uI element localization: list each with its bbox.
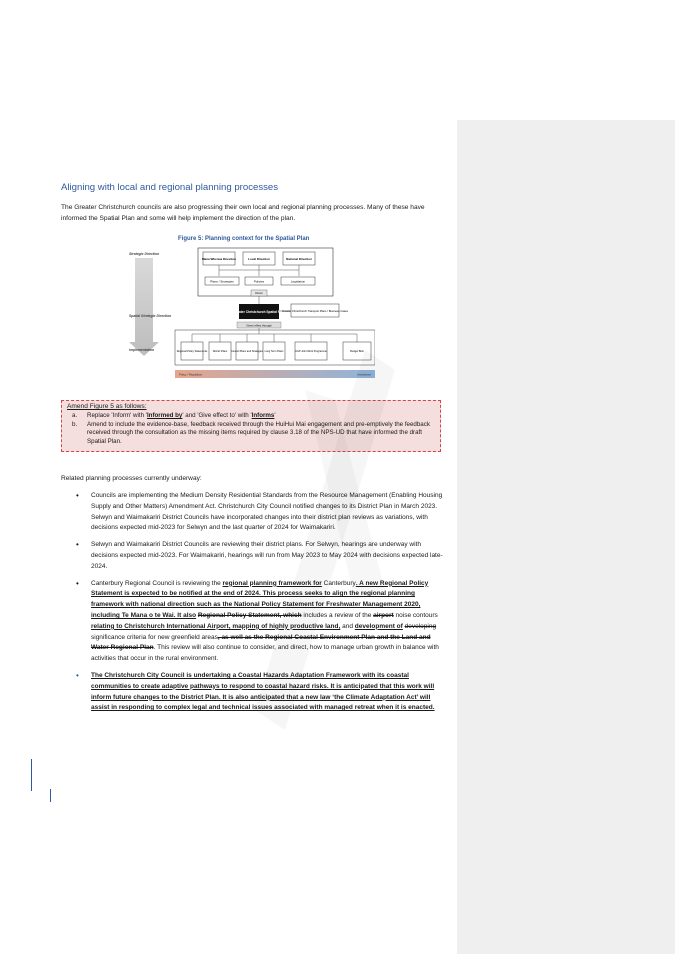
list-item xyxy=(76,671,446,714)
box-district-plans-label: District Plans xyxy=(212,350,228,353)
intro-paragraph: The Greater Christchurch councils are also progressing their own local and regional planning processes. Many of these have informed the Spatial Plan and some will help implement the direction of the plan. xyxy=(61,204,425,222)
amend-b-text: Amend to include the evidence-base, feedback received through the HuiHui Mai engagement and pre-emptively the feedback received through the consultation as the missing items required by clause 3.18 of the NPS-UD that have informed the draft Spatial Plan. xyxy=(87,420,430,445)
amend-a-informs: Informs xyxy=(251,412,275,419)
related-processes-intro: Related planning processes currently underway: xyxy=(61,475,202,482)
change-bar xyxy=(31,759,32,791)
box-plans-strategies-label: Plans / Strategies xyxy=(210,279,234,284)
row-label-strategic: Strategic Direction xyxy=(129,252,160,256)
section-heading: Aligning with local and regional planning processes xyxy=(61,182,279,193)
box-budget-bids-label: Budget Bids xyxy=(350,350,364,353)
b3-text: includes a review of the xyxy=(301,611,374,619)
amend-item-a xyxy=(72,412,432,421)
scale-right-label: Investment xyxy=(357,372,371,377)
box-council-plans-label: Council Plans and Strategies xyxy=(230,350,264,353)
spatial-plan-label: Greater Christchurch Spatial Plan xyxy=(233,310,285,314)
figure-title: Figure 5: Planning context for the Spatial Plan xyxy=(178,236,310,242)
b3-insert: . A new Regional Policy Statement is expected to be notified at the end of 2024. This process seeks to align the regional planning framework with national direction such as the National Policy Statement for Freshwater Management 2020, including Te Mana o te Wai. It also xyxy=(91,579,429,619)
list-item: • Councils are implementing the Medium Density Residential Standards from the Resource Management (Enabling Housing Supply and Other Matters) Amendment Act. Christchurch City Council notified changes to its District Plan in March 2023. Selwyn and Waimakariri District Councils have incorporated changes into their district plan reviews as variations, with decisions expected mid-2023 for Selwyn and the last quarter of 2024 for Waimakariri. xyxy=(76,491,446,534)
b3-deletion: , as well as the Regional Coastal Environment Plan and the Land and Water Regional Plan xyxy=(91,633,431,652)
b4-insert: The Christchurch City Council is undertaking a Coastal Hazards Adaptation Framework with its coastal communities to create adaptive pathways to respond to coastal hazard risks. It is anticipated that this work will inform future changes to the District Plan. It is also anticipated that a new law ‘the Climate Adaptation Act’ will assist in responding to complex legal and technical issues associated with managed retreat when it is enacted. xyxy=(91,671,435,712)
b3-text: noise contours xyxy=(393,611,438,619)
amend-title: Amend Figure 5 as follows: xyxy=(67,403,147,410)
amend-a-part3: ' and 'Give effect to' with ' xyxy=(182,412,252,419)
text-cursor xyxy=(50,789,51,802)
amend-list xyxy=(72,412,432,446)
b3-insert: regional planning framework for xyxy=(222,579,322,587)
row-label-implementation: Implementation xyxy=(129,348,155,352)
planning-context-figure xyxy=(125,246,375,386)
transport-plans-label: Greater Christchurch Transport Plans / Business Cases xyxy=(281,310,349,313)
b3-deletion: developing xyxy=(404,622,437,630)
scale-left-label: Policy / Regulation xyxy=(179,372,203,377)
b3-deletion: airport xyxy=(373,611,394,619)
b3-text: . This review will also continue to consider, and direct, how to manage urban growth in balance with activities that occur in the rural environment. xyxy=(91,644,439,663)
b3-text: Canterbury xyxy=(321,579,356,587)
amend-item-a-letter: a. xyxy=(72,412,78,419)
amend-item-b-letter: b. xyxy=(72,420,78,428)
given-effect-label: Given effect through xyxy=(246,323,272,328)
amend-a-part5: ' xyxy=(274,412,276,419)
row-label-spatial: Spatial Strategic Direction xyxy=(129,314,172,318)
box-legislation-label: Legislation xyxy=(290,279,306,284)
b3-text: significance criteria for new greenfield areas xyxy=(91,633,218,641)
box-regional-policy-label: Regional Policy Statements xyxy=(176,350,208,353)
box-local-direction-label: Local Direction xyxy=(248,257,270,261)
box-ugp-work-label: UGP Joint Work Programme xyxy=(295,350,327,353)
amend-figure-comment xyxy=(61,400,441,452)
hierarchy-arrow xyxy=(129,258,159,356)
b3-insert: development of xyxy=(354,622,403,630)
box-national-direction-label: National Direction xyxy=(286,257,312,261)
b3-deletion: Regional Policy Statement, which xyxy=(197,611,302,619)
b3-text: and xyxy=(340,622,355,630)
amend-a-informed-by: Informed by xyxy=(146,412,183,419)
amend-item-b xyxy=(72,421,432,447)
box-policies-label: Policies xyxy=(253,279,265,284)
inform-label: Inform xyxy=(255,291,263,296)
list-item xyxy=(76,579,446,665)
box-long-term-plans-label: Long Term Plans xyxy=(264,350,284,353)
related-processes-list xyxy=(76,491,446,720)
b3-insert: relating to Christchurch International Airport, mapping of highly productive land, xyxy=(91,622,341,630)
list-item: • Selwyn and Waimakariri District Councils are reviewing their district plans. For Selwyn, hearings are underway with decisions expected mid-2023. For Waimakariri, hearings will run from May 2023 to May 2024 with decisions expected late-2024. xyxy=(76,540,446,572)
policy-investment-scale xyxy=(175,370,375,378)
box-mana-whenua-label: Mana Whenua Direction xyxy=(201,257,237,261)
comment-pane xyxy=(457,120,675,954)
b3-text: Canterbury Regional Council is reviewing the xyxy=(91,579,223,587)
amend-a-part1: Replace 'Inform' with ' xyxy=(87,412,147,419)
